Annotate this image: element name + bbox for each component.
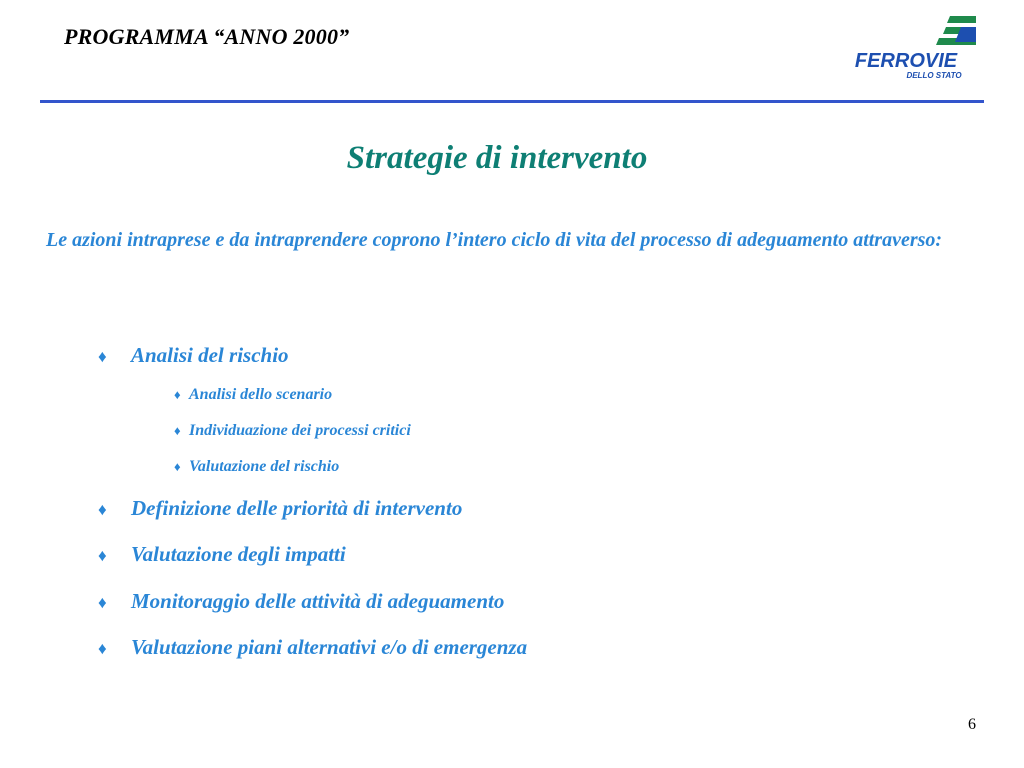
sub-bullet-label: Analisi dello scenario [189, 386, 333, 403]
sub-bullet-label: Individuazione dei processi critici [189, 422, 411, 439]
header-title: PROGRAMMA “ANNO 2000” [64, 24, 350, 49]
header-divider [40, 100, 984, 103]
diamond-bullet-icon: ♦ [98, 639, 107, 658]
diamond-bullet-icon: ♦ [174, 423, 181, 438]
logo-text: FERROVIE [854, 50, 958, 72]
diamond-bullet-icon: ♦ [98, 347, 107, 366]
intro-paragraph: Le azioni intraprese e da intraprendere coprono l’intero ciclo di vita del processo di adeguamento attraverso: [46, 229, 943, 251]
bullet-item [98, 542, 346, 567]
logo-subtext: DELLO STATO [906, 71, 962, 80]
diamond-bullet-icon: ♦ [98, 500, 107, 519]
bullet-item [98, 635, 527, 660]
sub-bullet-label: Valutazione del rischio [189, 458, 340, 475]
bullet-label: Monitoraggio delle attività di adeguamento [131, 589, 505, 613]
bullet-item [98, 343, 289, 368]
diamond-bullet-icon: ♦ [98, 593, 107, 612]
fs-emblem-icon [936, 16, 976, 45]
bullet-item [98, 589, 504, 614]
sub-bullet-item [174, 386, 332, 404]
bullet-label: Valutazione piani alternativi e/o di emergenza [131, 635, 528, 659]
bullet-label: Valutazione degli impatti [131, 542, 346, 566]
slide-title: Strategie di intervento [346, 140, 648, 176]
diamond-bullet-icon: ♦ [174, 459, 181, 474]
bullet-label: Analisi del rischio [131, 343, 289, 367]
diamond-bullet-icon: ♦ [174, 387, 181, 402]
ferrovie-logo [836, 12, 976, 84]
sub-bullet-item [174, 458, 339, 476]
sub-bullet-item [174, 422, 411, 440]
diamond-bullet-icon: ♦ [98, 546, 107, 565]
bullet-label: Definizione delle priorità di intervento [131, 496, 463, 520]
page-number: 6 [968, 716, 976, 733]
bullet-item [98, 496, 462, 521]
